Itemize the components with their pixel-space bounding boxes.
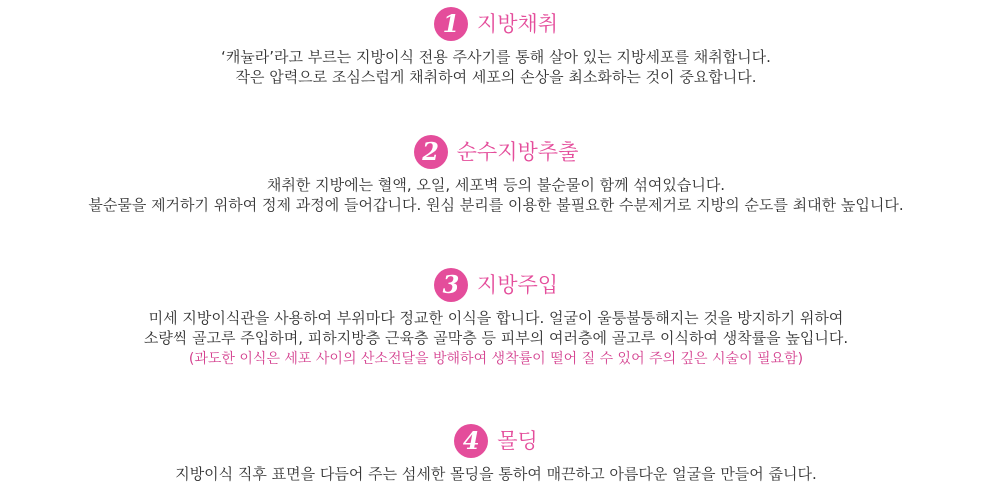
- step-title: 몰딩: [497, 429, 538, 453]
- step-number-badge: 2: [414, 135, 448, 169]
- step-description: [0, 175, 992, 215]
- description-line: 작은 압력으로 조심스럽게 채취하여 세포의 손상을 최소화하는 것이 중요합니다.: [235, 68, 757, 86]
- step-header: [0, 135, 992, 169]
- step-header: [0, 424, 992, 458]
- step-number-badge: 4: [454, 424, 488, 458]
- step-description: [0, 464, 992, 484]
- description-line: 불순물을 제거하기 위하여 정제 과정에 들어갑니다. 원심 분리를 이용한 불필요한 수분제거로 지방의 순도를 최대한 높입니다.: [88, 196, 904, 214]
- step-number-badge: 1: [434, 7, 468, 41]
- step-2: [0, 135, 992, 215]
- step-description: [0, 308, 992, 369]
- step-header: [0, 268, 992, 302]
- step-4: [0, 424, 992, 484]
- step-title: 순수지방추출: [456, 140, 579, 164]
- step-3: [0, 268, 992, 369]
- step-header: [0, 7, 992, 41]
- step-description: [0, 47, 992, 87]
- step-title: 지방주입: [476, 273, 559, 297]
- caution-note: (과도한 이식은 세포 사이의 산소전달을 방해하여 생착률이 떨어 질 수 있어 주의 깊은 시술이 필요함): [188, 351, 804, 367]
- step-1: [0, 7, 992, 87]
- description-line: 미세 지방이식관을 사용하여 부위마다 정교한 이식을 합니다. 얼굴이 울퉁불퉁해지는 것을 방지하기 위하여: [148, 309, 844, 327]
- description-line: 소량씩 골고루 주입하며, 피하지방층 근육층 골막층 등 피부의 여러층에 골고루 이식하여 생착률을 높입니다.: [143, 329, 849, 347]
- description-line: 지방이식 직후 표면을 다듬어 주는 섬세한 몰딩을 통하여 매끈하고 아름다운 얼굴을 만들어 줍니다.: [175, 465, 817, 483]
- step-number-badge: 3: [434, 268, 468, 302]
- description-line: 채취한 지방에는 혈액, 오일, 세포벽 등의 불순물이 함께 섞여있습니다.: [266, 176, 726, 194]
- step-title: 지방채취: [476, 12, 559, 36]
- description-line: ‘캐뉼라’라고 부르는 지방이식 전용 주사기를 통해 살아 있는 지방세포를 채취합니다.: [221, 48, 771, 66]
